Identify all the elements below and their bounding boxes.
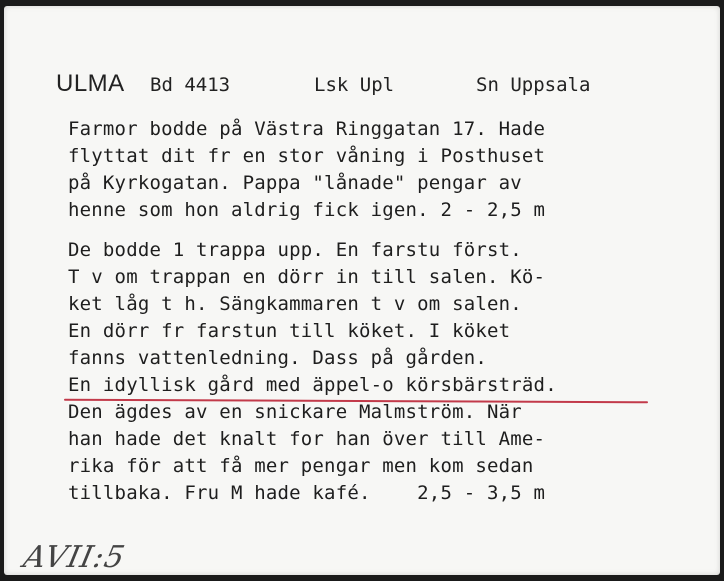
text-line: han hade det knalt for han över till Ame- <box>68 428 546 450</box>
text-line: ket låg t h. Sängkammaren t v om salen. <box>68 293 522 315</box>
paragraph-2 <box>68 237 668 507</box>
landskap-field: Lsk Upl <box>314 74 395 96</box>
archive-name: ULMA <box>56 70 125 97</box>
socken-field: Sn Uppsala <box>476 74 591 96</box>
text-line: flyttat dit fr en stor våning i Posthuset <box>68 145 546 167</box>
reference-number: Bd 4413 <box>150 74 231 96</box>
text-line: En dörr fr farstun till köket. I köket <box>68 320 511 342</box>
text-line: fanns vattenledning. Dass på gården. <box>68 347 488 369</box>
text-line: Den ägdes av en snickare Malmström. När <box>68 401 522 423</box>
text-line: T v om trappan en dörr in till salen. Kö- <box>68 266 546 288</box>
card-body <box>68 116 668 507</box>
archive-card <box>4 6 720 575</box>
handwritten-signature: AVII:5 <box>20 540 129 575</box>
text-line: henne som hon aldrig fick igen. 2 - 2,5 m <box>68 199 546 221</box>
card-header <box>56 68 636 104</box>
text-line: på Kyrkogatan. Pappa "lånade" pengar av <box>68 172 522 194</box>
text-line: De bodde 1 trappa upp. En farstu först. <box>68 239 522 261</box>
text-line: rika för att få mer pengar men kom sedan <box>68 455 534 477</box>
text-line: Farmor bodde på Västra Ringgatan 17. Hade <box>68 118 546 140</box>
text-line: tillbaka. Fru M hade kafé. 2,5 - 3,5 m <box>68 482 546 504</box>
paragraph-1 <box>68 116 668 224</box>
text-line: En idyllisk gård med äppel-o körsbärsträd. <box>68 374 557 396</box>
